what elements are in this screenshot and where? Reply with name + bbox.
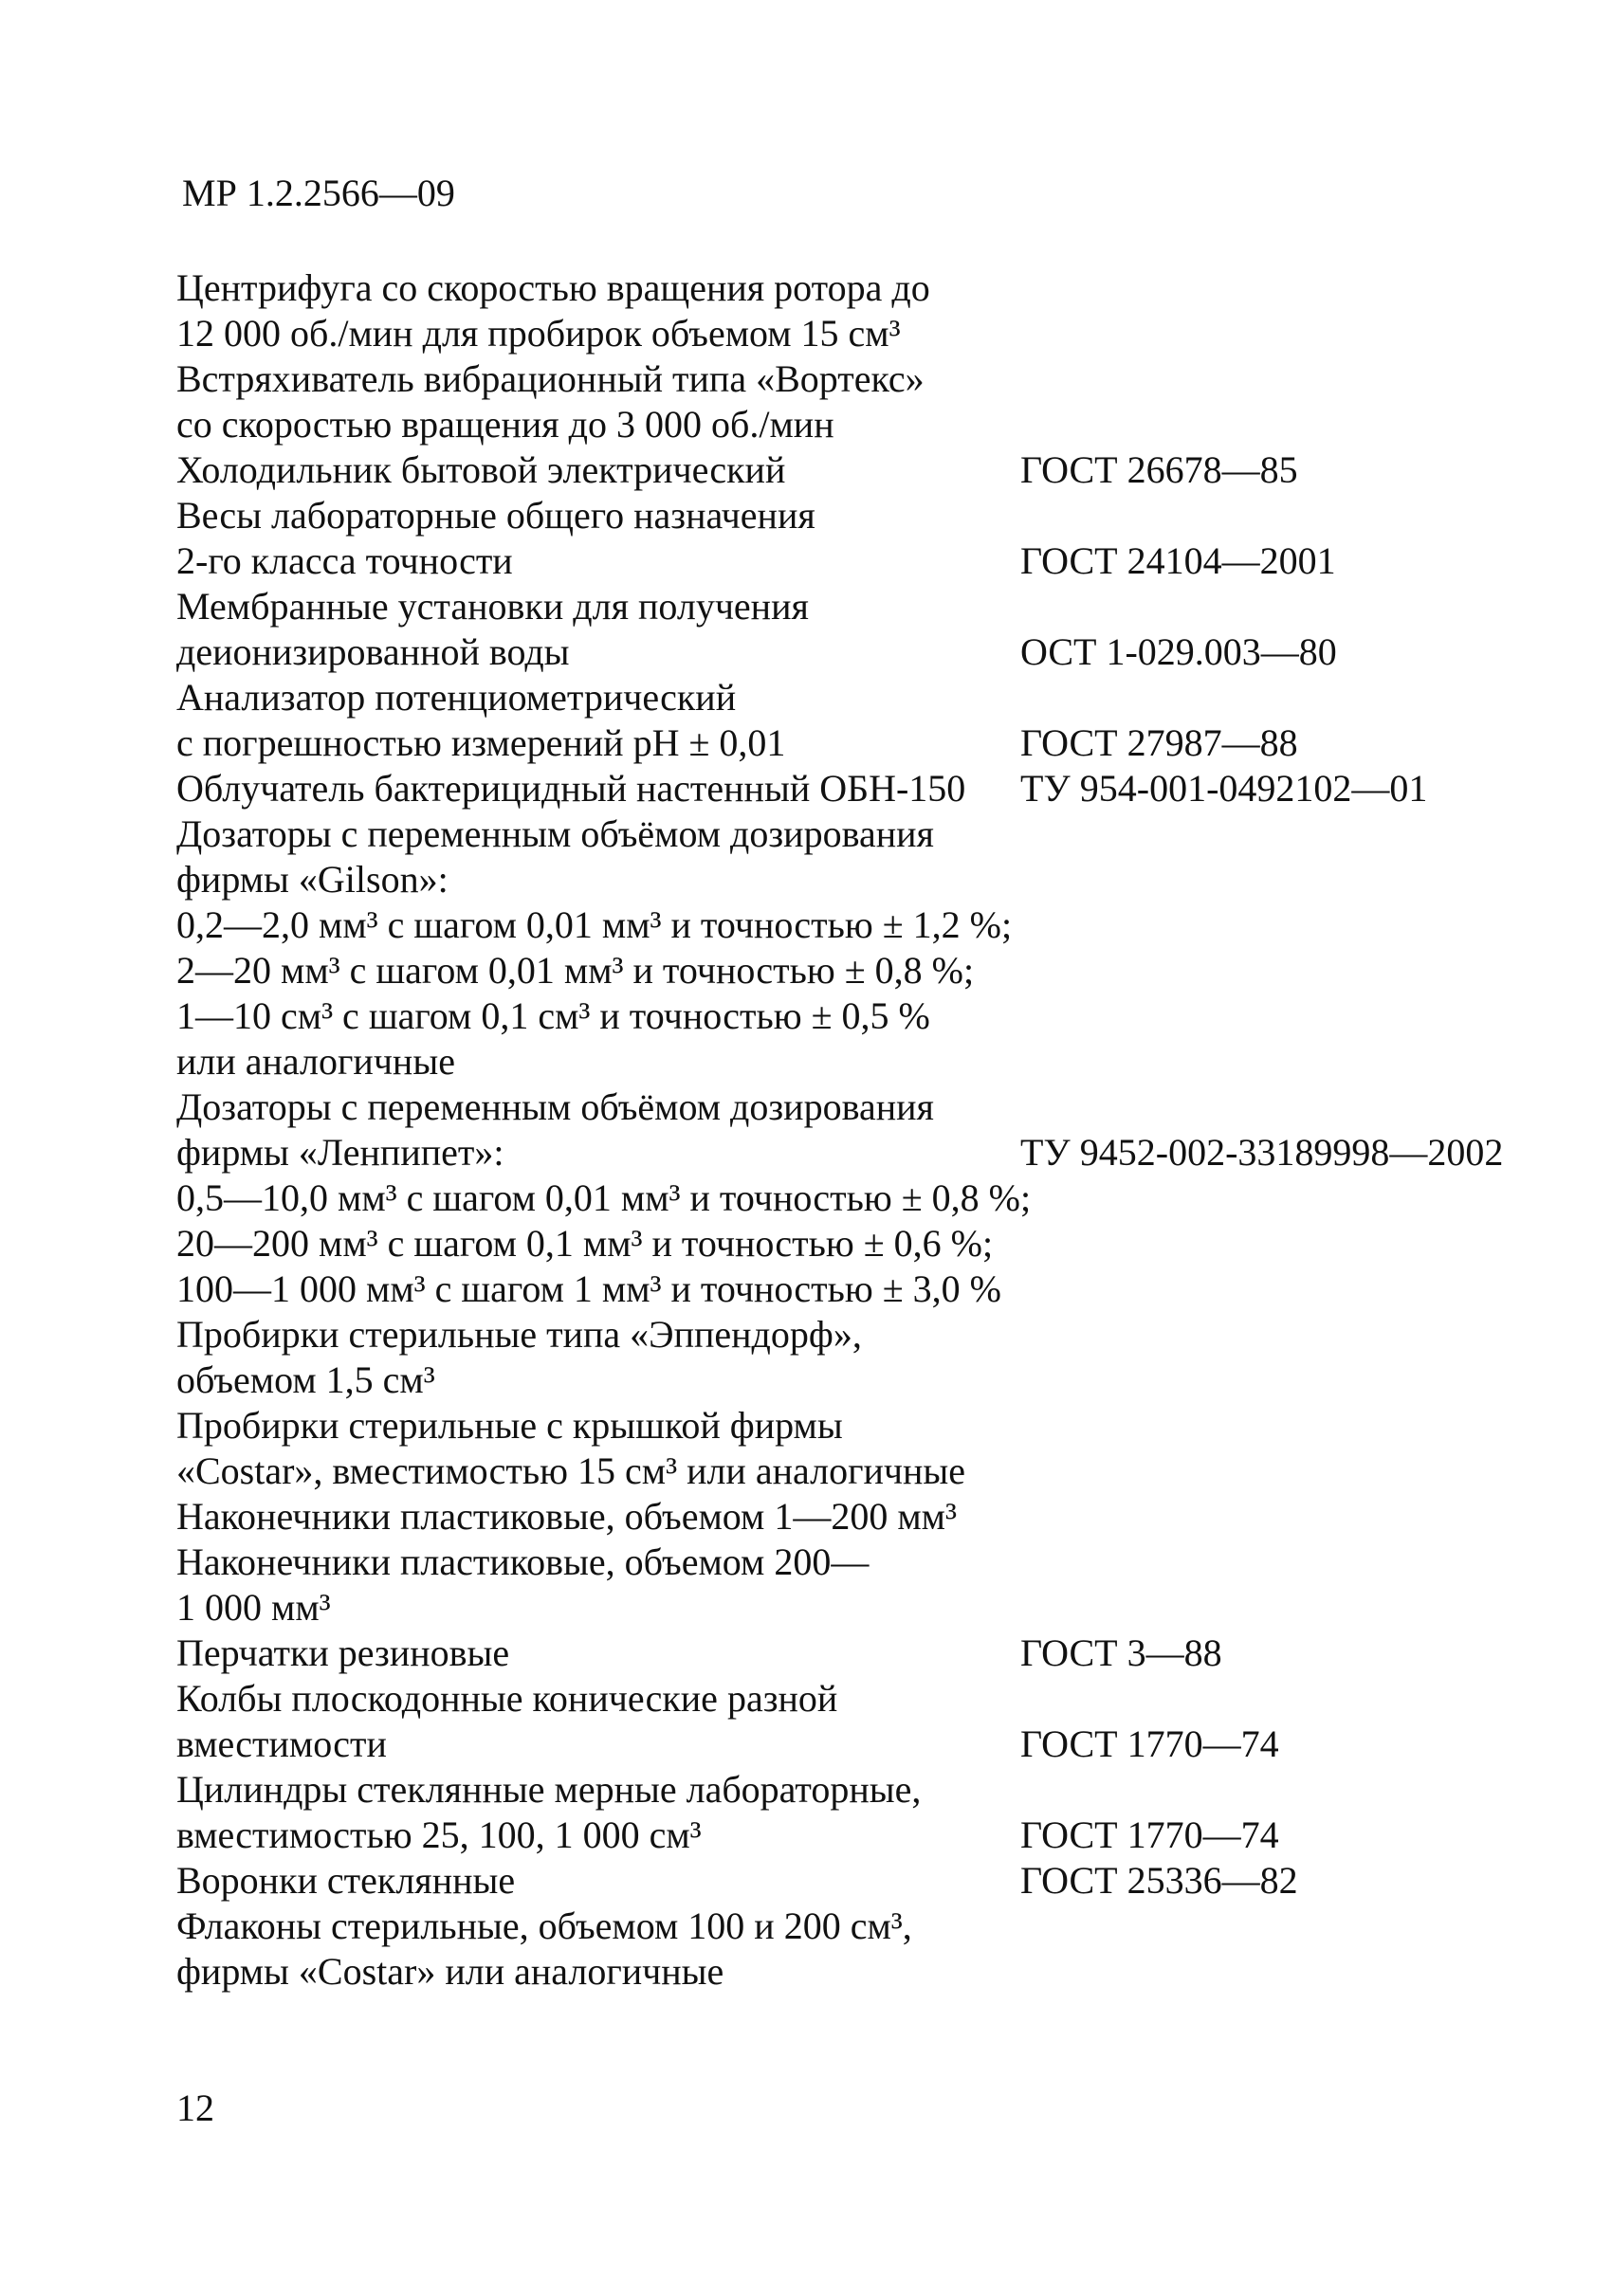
item-description: объемом 1,5 см³ bbox=[176, 1358, 435, 1401]
item-description: 100—1 000 мм³ с шагом 1 мм³ и точностью ± 3,0 % bbox=[176, 1267, 1001, 1310]
equipment-row bbox=[176, 629, 1542, 675]
equipment-row bbox=[176, 1084, 1542, 1130]
equipment-row bbox=[176, 538, 1542, 584]
equipment-row bbox=[176, 811, 1542, 857]
equipment-row bbox=[176, 1221, 1542, 1266]
equipment-row bbox=[176, 1585, 1542, 1631]
item-description: с погрешностью измерений рН ± 0,01 bbox=[176, 721, 786, 764]
equipment-row bbox=[176, 1449, 1542, 1494]
page-number: 12 bbox=[176, 2086, 214, 2129]
item-description: со скоростью вращения до 3 000 об./мин bbox=[176, 403, 834, 446]
item-standard-ref: ОСТ 1-029.003—80 bbox=[1020, 630, 1337, 673]
item-description: Колбы плоскодонные конические разной bbox=[176, 1677, 838, 1720]
item-description: Дозаторы с переменным объёмом дозирования bbox=[176, 1085, 934, 1128]
item-description: Центрифуга со скоростью вращения ротора до bbox=[176, 266, 930, 309]
equipment-row bbox=[176, 1949, 1542, 1995]
equipment-row bbox=[176, 857, 1542, 902]
equipment-row bbox=[176, 1858, 1542, 1904]
equipment-row bbox=[176, 1540, 1542, 1585]
item-standard-ref: ГОСТ 25336—82 bbox=[1020, 1859, 1298, 1902]
item-description: вместимостью 25, 100, 1 000 см³ bbox=[176, 1813, 702, 1856]
item-description: Анализатор потенциометрический bbox=[176, 676, 737, 719]
item-description: 20—200 мм³ с шагом 0,1 мм³ и точностью ± 0,6 %; bbox=[176, 1222, 994, 1265]
item-description: 1 000 мм³ bbox=[176, 1586, 331, 1629]
item-description: 1—10 см³ с шагом 0,1 см³ и точностью ± 0,5 % bbox=[176, 994, 930, 1037]
item-description: Цилиндры стеклянные мерные лабораторные, bbox=[176, 1768, 922, 1811]
equipment-row bbox=[176, 1130, 1542, 1175]
equipment-list bbox=[176, 265, 1542, 1995]
equipment-row bbox=[176, 993, 1542, 1039]
item-description: 0,5—10,0 мм³ с шагом 0,01 мм³ и точностью ± 0,8 %; bbox=[176, 1176, 1032, 1219]
item-description: Весы лабораторные общего назначения bbox=[176, 494, 815, 537]
item-standard-ref: ГОСТ 24104—2001 bbox=[1020, 539, 1336, 582]
equipment-row bbox=[176, 1631, 1542, 1676]
equipment-row bbox=[176, 584, 1542, 629]
item-standard-ref: ГОСТ 3—88 bbox=[1020, 1631, 1222, 1674]
item-description: Перчатки резиновые bbox=[176, 1631, 510, 1674]
item-description: Наконечники пластиковые, объемом 200— bbox=[176, 1540, 870, 1583]
item-description: Облучатель бактерицидный настенный ОБН-150 bbox=[176, 767, 966, 810]
equipment-row bbox=[176, 493, 1542, 538]
item-standard-ref: ГОСТ 26678—85 bbox=[1020, 448, 1298, 491]
equipment-row bbox=[176, 720, 1542, 766]
item-description: 2—20 мм³ с шагом 0,01 мм³ и точностью ± 0,8 %; bbox=[176, 949, 975, 992]
item-description: Флаконы стерильные, объемом 100 и 200 см³, bbox=[176, 1904, 912, 1947]
item-description: 0,2—2,0 мм³ с шагом 0,01 мм³ и точностью ± 1,2 %; bbox=[176, 903, 1013, 946]
item-description: Воронки стеклянные bbox=[176, 1859, 516, 1902]
item-description: Пробирки стерильные типа «Эппендорф», bbox=[176, 1313, 862, 1356]
item-description: Холодильник бытовой электрический bbox=[176, 448, 786, 491]
equipment-row bbox=[176, 1358, 1542, 1403]
equipment-row bbox=[176, 1722, 1542, 1767]
item-description: фирмы «Ленпипет»: bbox=[176, 1131, 504, 1174]
document-code: МР 1.2.2566—09 bbox=[182, 172, 455, 214]
equipment-row bbox=[176, 1312, 1542, 1358]
equipment-row bbox=[176, 1767, 1542, 1813]
equipment-row bbox=[176, 1904, 1542, 1949]
item-description: 12 000 об./мин для пробирок объемом 15 см³ bbox=[176, 312, 901, 355]
item-description: Наконечники пластиковые, объемом 1—200 мм³ bbox=[176, 1495, 957, 1538]
equipment-row bbox=[176, 1175, 1542, 1221]
item-description: фирмы «Costar» или аналогичные bbox=[176, 1950, 724, 1993]
item-description: Дозаторы с переменным объёмом дозирования bbox=[176, 812, 934, 855]
item-description: Встряхиватель вибрационный типа «Вортекс» bbox=[176, 357, 925, 400]
equipment-row bbox=[176, 1494, 1542, 1540]
equipment-row bbox=[176, 1039, 1542, 1084]
equipment-row bbox=[176, 402, 1542, 447]
item-standard-ref: ТУ 954-001-0492102—01 bbox=[1020, 767, 1428, 810]
item-description: «Costar», вместимостью 15 см³ или аналогичные bbox=[176, 1449, 966, 1492]
item-standard-ref: ГОСТ 1770—74 bbox=[1020, 1813, 1279, 1856]
equipment-row bbox=[176, 948, 1542, 993]
equipment-row bbox=[176, 1676, 1542, 1722]
item-description: Мембранные установки для получения bbox=[176, 585, 809, 628]
equipment-row bbox=[176, 902, 1542, 948]
equipment-row bbox=[176, 1266, 1542, 1312]
equipment-row bbox=[176, 311, 1542, 356]
item-standard-ref: ГОСТ 27987—88 bbox=[1020, 721, 1298, 764]
item-standard-ref: ГОСТ 1770—74 bbox=[1020, 1722, 1279, 1765]
item-description: Пробирки стерильные с крышкой фирмы bbox=[176, 1404, 843, 1447]
equipment-row bbox=[176, 265, 1542, 311]
item-description: деионизированной воды bbox=[176, 630, 570, 673]
item-description: фирмы «Gilson»: bbox=[176, 858, 449, 901]
equipment-row bbox=[176, 447, 1542, 493]
equipment-row bbox=[176, 1813, 1542, 1858]
equipment-row bbox=[176, 356, 1542, 402]
item-description: 2-го класса точности bbox=[176, 539, 513, 582]
item-standard-ref: ТУ 9452-002-33189998—2002 bbox=[1020, 1131, 1504, 1174]
equipment-row bbox=[176, 675, 1542, 720]
item-description: или аналогичные bbox=[176, 1040, 455, 1083]
equipment-row bbox=[176, 1403, 1542, 1449]
equipment-row bbox=[176, 766, 1542, 811]
item-description: вместимости bbox=[176, 1722, 387, 1765]
